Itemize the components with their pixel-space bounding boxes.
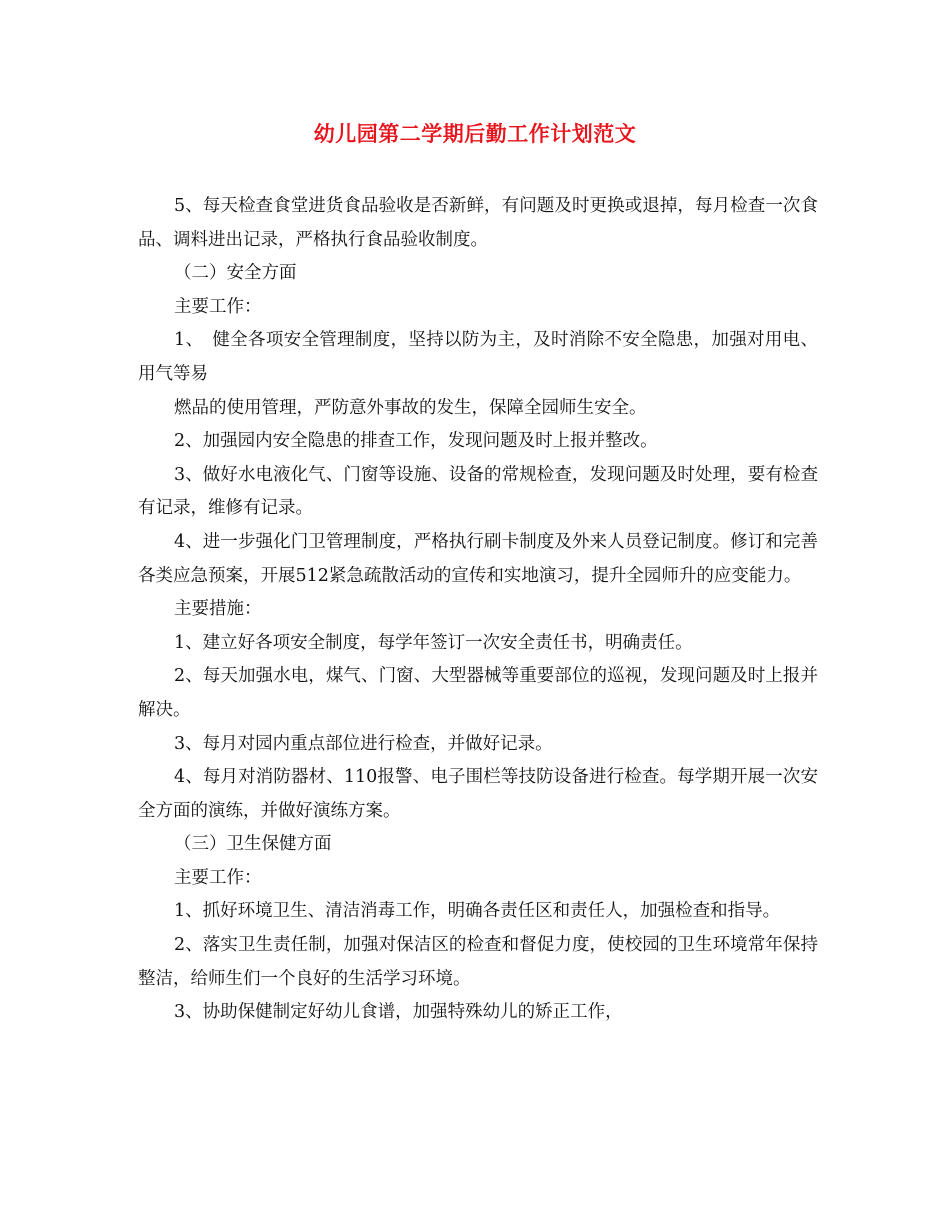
paragraph: 3、每月对园内重点部位进行检查，并做好记录。 [174,733,553,754]
paragraph: 2、加强园内安全隐患的排查工作，发现问题及时上报并整改。 [174,431,658,452]
paragraph: 2、落实卫生责任制，加强对保洁区的检查和督促力度，使校园的卫生环境常年保持整洁，给师生们一个良好的生活学习环境。 [138,935,818,989]
paragraph: 1、 健全各项安全管理制度，坚持以防为主，及时消除不安全隐患，加强对用电、用气等易 [138,330,818,384]
document-body [138,190,818,1030]
paragraph: 3、协助保健制定好幼儿食谱，加强特殊幼儿的矫正工作， [174,1002,623,1023]
paragraph: 4、进一步强化门卫管理制度，严格执行刷卡制度及外来人员登记制度。修订和完善各类应急预案，开展512紧急疏散活动的宣传和实地演习，提升全园师升的应变能力。 [138,531,818,586]
paragraph: （二）安全方面 [174,263,297,284]
paragraph: （三）卫生保健方面 [174,834,332,855]
document-title: 幼儿园第二学期后勤工作计划范文 [313,122,637,146]
paragraph: 2、每天加强水电，煤气、门窗、大型器械等重要部位的巡视，发现问题及时上报并解决。 [138,666,818,720]
paragraph: 1、抓好环境卫生、清洁消毒工作，明确各责任区和责任人，加强检查和指导。 [174,901,781,922]
paragraph: 3、做好水电液化气、门窗等设施、设备的常规检查，发现问题及时处理，要有检查有记录，维修有记录。 [138,464,818,519]
paragraph: 主要工作： [174,296,262,317]
paragraph: 主要措施： [174,599,262,620]
paragraph: 主要工作： [174,867,262,888]
paragraph: 5、每天检查食堂进货食品验收是否新鲜，有问题及时更换或退掉，每月检查一次食品、调料进出记录，严格执行食品验收制度。 [138,196,818,250]
paragraph: 4、每月对消防器材、110报警、电子围栏等技防设备进行检查。每学期开展一次安全方面的演练，并做好演练方案。 [138,767,818,821]
paragraph: 燃品的使用管理，严防意外事故的发生，保障全园师生安全。 [174,397,647,418]
paragraph: 1、建立好各项安全制度，每学年签订一次安全责任书，明确责任。 [174,632,693,653]
